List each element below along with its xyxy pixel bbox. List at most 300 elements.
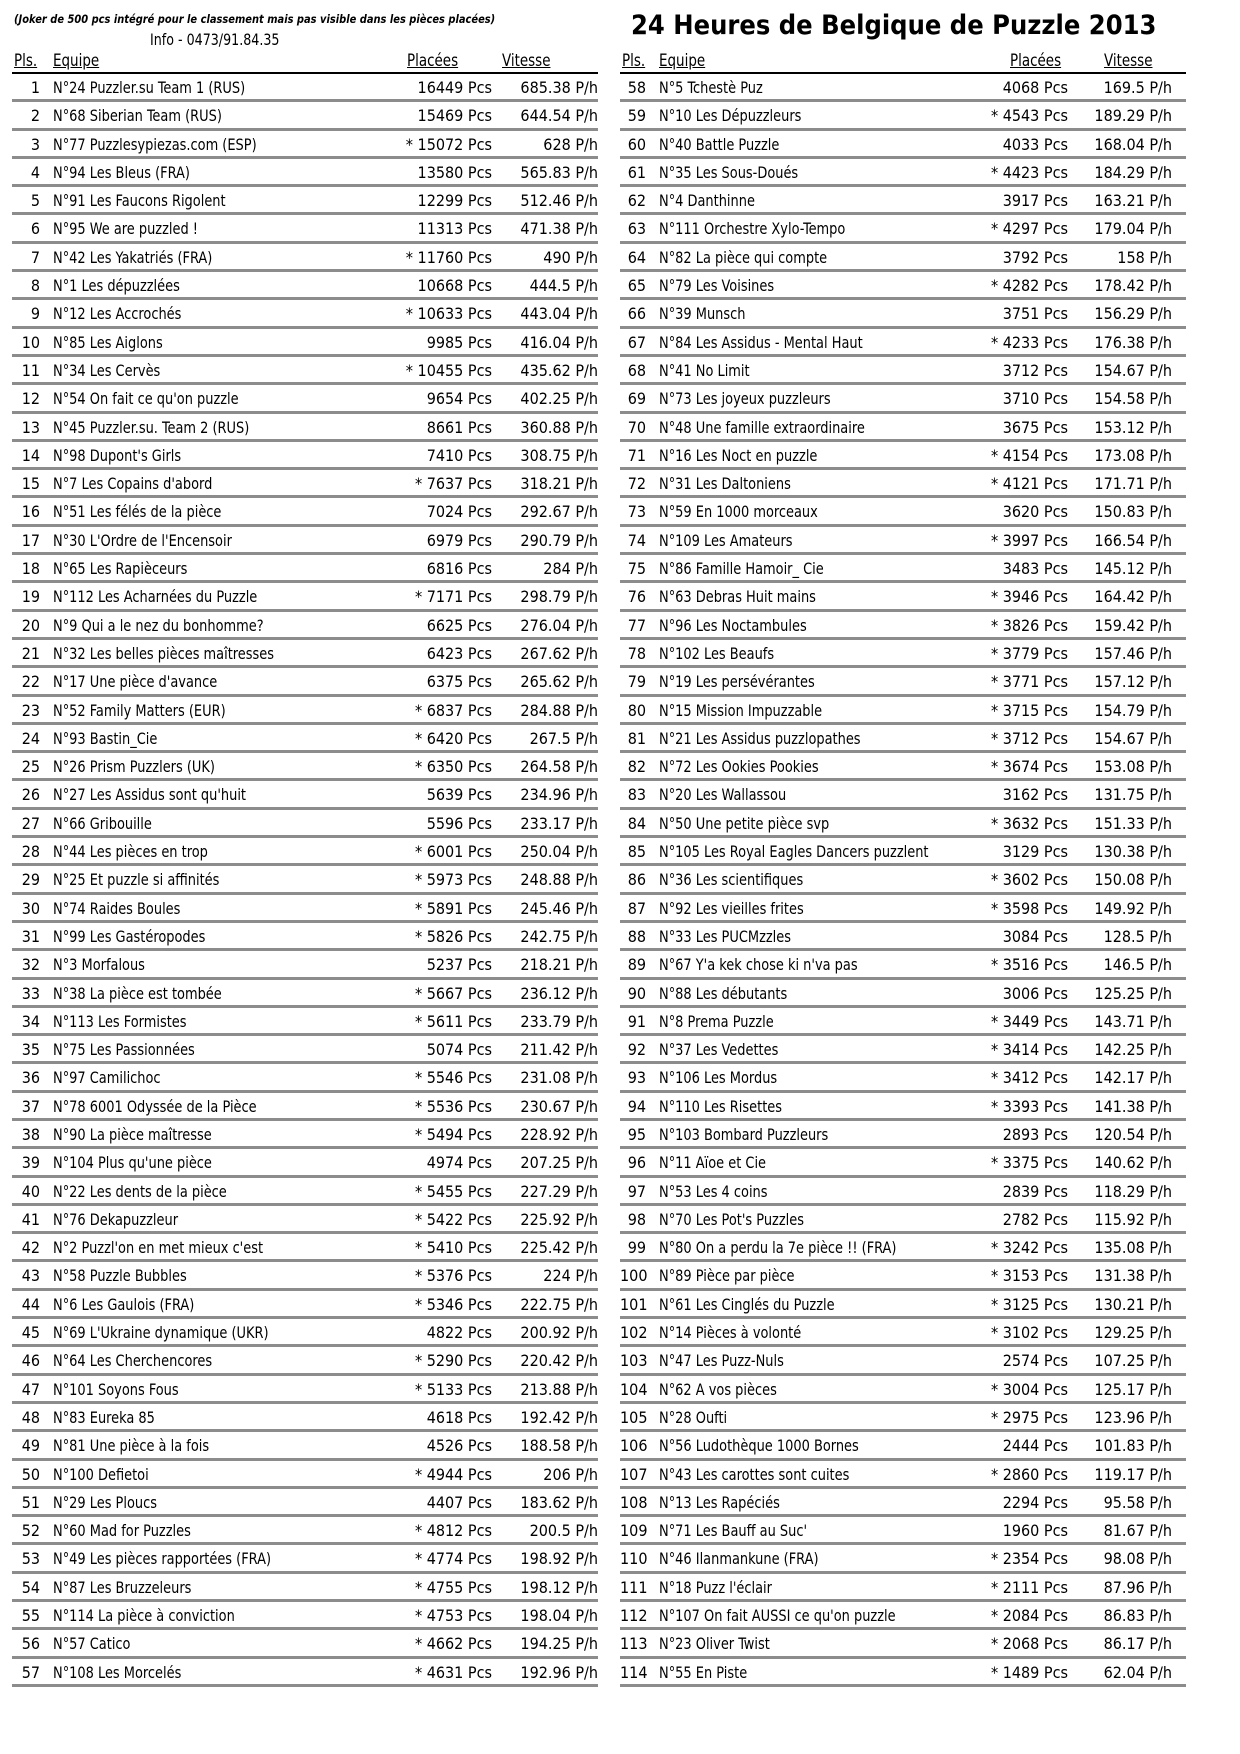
table-row [620, 1517, 1186, 1545]
rank-cell: 35 [21, 1040, 40, 1060]
rank-cell: 94 [627, 1096, 646, 1116]
header-rank: Pls. [622, 51, 646, 71]
team-cell: N°27 Les Assidus sont qu'huit [53, 785, 246, 805]
team-cell: N°70 Les Pot's Puzzles [659, 1209, 804, 1229]
team-cell: N°68 Siberian Team (RUS) [53, 106, 222, 126]
table-row [620, 187, 1186, 215]
team-cell: N°67 Y'a kek chose ki n'va pas [659, 955, 858, 975]
rank-cell: 7 [30, 247, 40, 267]
placed-cell: * 4755 Pcs [414, 1577, 492, 1597]
rank-cell: 23 [21, 700, 40, 720]
rank-cell: 19 [21, 587, 40, 607]
placed-cell: 8661 Pcs [426, 417, 492, 437]
rank-cell: 59 [627, 106, 646, 126]
table-row [620, 1574, 1186, 1602]
placed-cell: 7410 Pcs [426, 445, 492, 465]
speed-cell: 118.29 P/h [1094, 1181, 1172, 1201]
speed-cell: 128.5 P/h [1103, 926, 1172, 946]
speed-cell: 194.25 P/h [520, 1634, 598, 1654]
table-row [12, 1432, 598, 1460]
placed-cell: 6816 Pcs [426, 559, 492, 579]
speed-cell: 565.83 P/h [520, 162, 598, 182]
team-cell: N°16 Les Noct en puzzle [659, 445, 818, 465]
placed-cell: * 3004 Pcs [990, 1379, 1068, 1399]
placed-cell: * 6001 Pcs [414, 842, 492, 862]
placed-cell: 6625 Pcs [426, 615, 492, 635]
table-row [12, 838, 598, 866]
placed-cell: * 5346 Pcs [414, 1294, 492, 1314]
placed-cell: 3710 Pcs [1002, 389, 1068, 409]
placed-cell: * 1489 Pcs [990, 1662, 1068, 1682]
placed-cell: * 3412 Pcs [990, 1068, 1068, 1088]
speed-cell: 184.29 P/h [1094, 162, 1172, 182]
placed-cell: 4407 Pcs [426, 1492, 492, 1512]
team-cell: N°2 Puzzl'on en met mieux c'est [53, 1238, 264, 1258]
table-row [620, 329, 1186, 357]
speed-cell: 416.04 P/h [520, 332, 598, 352]
table-row [12, 640, 598, 668]
rank-cell: 9 [30, 304, 40, 324]
speed-cell: 250.04 P/h [520, 842, 598, 862]
rank-cell: 106 [620, 1436, 648, 1456]
team-cell: N°82 La pièce qui compte [659, 247, 828, 267]
placed-cell: * 10633 Pcs [405, 304, 492, 324]
table-row [12, 1517, 598, 1545]
placed-cell: * 3516 Pcs [990, 955, 1068, 975]
placed-cell: * 4233 Pcs [990, 332, 1068, 352]
ranking-table-left [12, 50, 598, 1687]
speed-cell: 198.04 P/h [520, 1606, 598, 1626]
placed-cell: * 6420 Pcs [414, 728, 492, 748]
header-speed: Vitesse [1104, 51, 1153, 71]
table-row [12, 187, 598, 215]
rank-cell: 58 [627, 78, 646, 97]
table-row [620, 1376, 1186, 1404]
speed-cell: 120.54 P/h [1094, 1124, 1172, 1144]
table-row [620, 215, 1186, 243]
speed-cell: 290.79 P/h [520, 530, 598, 550]
placed-cell: * 6350 Pcs [414, 757, 492, 777]
placed-cell: * 3375 Pcs [990, 1153, 1068, 1173]
rank-cell: 46 [21, 1351, 40, 1371]
team-cell: N°57 Catico [53, 1634, 131, 1654]
speed-cell: 234.96 P/h [520, 785, 598, 805]
table-row [620, 1121, 1186, 1149]
table-row [12, 1178, 598, 1206]
speed-cell: 163.21 P/h [1094, 191, 1172, 211]
table-row [620, 470, 1186, 498]
table-row [620, 102, 1186, 130]
speed-cell: 123.96 P/h [1094, 1407, 1172, 1427]
table-row [12, 1291, 598, 1319]
team-cell: N°40 Battle Puzzle [659, 134, 780, 154]
placed-cell: 3712 Pcs [1002, 360, 1068, 380]
table-row [12, 1574, 598, 1602]
speed-cell: 171.71 P/h [1094, 474, 1172, 494]
ranking-table-right [620, 50, 1200, 1687]
placed-cell: 2782 Pcs [1002, 1209, 1068, 1229]
table-row [12, 1121, 598, 1149]
rank-cell: 92 [627, 1040, 646, 1060]
table-row [620, 1178, 1186, 1206]
team-cell: N°89 Pièce par pièce [659, 1266, 795, 1286]
rank-cell: 95 [627, 1124, 646, 1144]
speed-cell: 154.79 P/h [1094, 700, 1172, 720]
placed-cell: 6423 Pcs [426, 643, 492, 663]
table-row [620, 1064, 1186, 1092]
team-cell: N°106 Les Mordus [659, 1068, 778, 1088]
placed-cell: * 3242 Pcs [990, 1238, 1068, 1258]
placed-cell: * 5494 Pcs [414, 1124, 492, 1144]
rank-cell: 99 [627, 1238, 646, 1258]
team-cell: N°77 Puzzlesypiezas.com (ESP) [53, 134, 257, 154]
table-row [620, 357, 1186, 385]
speed-cell: 225.92 P/h [520, 1209, 598, 1229]
placed-cell: 5237 Pcs [426, 955, 492, 975]
team-cell: N°94 Les Bleus (FRA) [53, 162, 190, 182]
speed-cell: 192.42 P/h [520, 1407, 598, 1427]
rank-cell: 55 [21, 1606, 40, 1626]
rank-cell: 54 [21, 1577, 40, 1597]
team-cell: N°63 Debras Huit mains [659, 587, 816, 607]
team-cell: N°23 Oliver Twist [659, 1634, 770, 1654]
table-row [620, 74, 1186, 102]
placed-cell: 16449 Pcs [417, 78, 492, 97]
speed-cell: 236.12 P/h [520, 983, 598, 1003]
table-header [620, 50, 1186, 74]
rank-cell: 26 [21, 785, 40, 805]
placed-cell: * 4154 Pcs [990, 445, 1068, 465]
team-cell: N°88 Les débutants [659, 983, 788, 1003]
table-row [620, 1545, 1186, 1573]
team-cell: N°28 Oufti [659, 1407, 728, 1427]
speed-cell: 443.04 P/h [520, 304, 598, 324]
rank-cell: 78 [627, 643, 646, 663]
rank-cell: 51 [21, 1492, 40, 1512]
placed-cell: 4618 Pcs [426, 1407, 492, 1427]
placed-cell: * 6837 Pcs [414, 700, 492, 720]
table-row [620, 131, 1186, 159]
table-row [12, 159, 598, 187]
team-cell: N°3 Morfalous [53, 955, 145, 975]
rank-cell: 98 [627, 1209, 646, 1229]
team-cell: N°80 On a perdu la 7e pièce !! (FRA) [659, 1238, 897, 1258]
speed-cell: 125.17 P/h [1094, 1379, 1172, 1399]
speed-cell: 183.62 P/h [520, 1492, 598, 1512]
team-cell: N°14 Pièces à volonté [659, 1323, 802, 1343]
rank-cell: 97 [627, 1181, 646, 1201]
placed-cell: * 3125 Pcs [990, 1294, 1068, 1314]
table-row [12, 498, 598, 526]
table-row [12, 1262, 598, 1290]
rank-cell: 62 [627, 191, 646, 211]
table-row [620, 300, 1186, 328]
rank-cell: 5 [30, 191, 40, 211]
rank-cell: 29 [21, 870, 40, 890]
table-row [620, 1659, 1186, 1687]
table-row [12, 1630, 598, 1658]
speed-cell: 444.5 P/h [529, 276, 598, 296]
table-row [620, 244, 1186, 272]
team-cell: N°59 En 1000 morceaux [659, 502, 818, 522]
table-row [620, 810, 1186, 838]
team-cell: N°11 Aïoe et Cie [659, 1153, 767, 1173]
rank-cell: 48 [21, 1407, 40, 1427]
team-cell: N°107 On fait AUSSI ce qu'on puzzle [659, 1606, 896, 1626]
rank-cell: 110 [620, 1549, 648, 1569]
speed-cell: 153.12 P/h [1094, 417, 1172, 437]
speed-cell: 140.62 P/h [1094, 1153, 1172, 1173]
speed-cell: 267.5 P/h [529, 728, 598, 748]
rank-cell: 77 [627, 615, 646, 635]
speed-cell: 198.12 P/h [520, 1577, 598, 1597]
rank-cell: 104 [620, 1379, 648, 1399]
rank-cell: 39 [21, 1153, 40, 1173]
table-row [620, 385, 1186, 413]
team-cell: N°33 Les PUCMzzles [659, 926, 792, 946]
team-cell: N°20 Les Wallassou [659, 785, 787, 805]
speed-cell: 284 P/h [543, 559, 598, 579]
header-placed: Placées [1010, 51, 1062, 71]
team-cell: N°35 Les Sous-Doués [659, 162, 799, 182]
table-row [12, 612, 598, 640]
table-row [12, 1064, 598, 1092]
speed-cell: 685.38 P/h [520, 78, 598, 97]
speed-cell: 308.75 P/h [520, 445, 598, 465]
speed-cell: 211.42 P/h [520, 1040, 598, 1060]
rank-cell: 44 [21, 1294, 40, 1314]
team-cell: N°12 Les Accrochés [53, 304, 182, 324]
rank-cell: 111 [620, 1577, 648, 1597]
table-row [12, 131, 598, 159]
team-cell: N°9 Qui a le nez du bonhomme? [53, 615, 264, 635]
rank-cell: 47 [21, 1379, 40, 1399]
speed-cell: 230.67 P/h [520, 1096, 598, 1116]
team-cell: N°8 Prema Puzzle [659, 1011, 774, 1031]
speed-cell: 131.38 P/h [1094, 1266, 1172, 1286]
speed-cell: 154.58 P/h [1094, 389, 1172, 409]
placed-cell: * 5455 Pcs [414, 1181, 492, 1201]
rank-cell: 18 [21, 559, 40, 579]
speed-cell: 225.42 P/h [520, 1238, 598, 1258]
table-row [620, 414, 1186, 442]
speed-cell: 173.08 P/h [1094, 445, 1172, 465]
placed-cell: 2444 Pcs [1002, 1436, 1068, 1456]
team-cell: N°46 Ilanmankune (FRA) [659, 1549, 819, 1569]
table-row [12, 1404, 598, 1432]
placed-cell: * 3674 Pcs [990, 757, 1068, 777]
team-cell: N°74 Raides Boules [53, 898, 181, 918]
speed-cell: 224 P/h [543, 1266, 598, 1286]
rank-cell: 12 [21, 389, 40, 409]
placed-cell: 5596 Pcs [426, 813, 492, 833]
placed-cell: * 5891 Pcs [414, 898, 492, 918]
rank-cell: 75 [627, 559, 646, 579]
placed-cell: * 3946 Pcs [990, 587, 1068, 607]
table-row [620, 1404, 1186, 1432]
table-row [620, 781, 1186, 809]
table-body [620, 74, 1200, 1687]
speed-cell: 176.38 P/h [1094, 332, 1172, 352]
team-cell: N°97 Camilichoc [53, 1068, 161, 1088]
table-row [12, 1347, 598, 1375]
rank-cell: 16 [21, 502, 40, 522]
speed-cell: 119.17 P/h [1094, 1464, 1172, 1484]
rank-cell: 2 [30, 106, 40, 126]
speed-cell: 189.29 P/h [1094, 106, 1172, 126]
team-cell: N°85 Les Aiglons [53, 332, 163, 352]
table-row [12, 980, 598, 1008]
speed-cell: 156.29 P/h [1094, 304, 1172, 324]
team-cell: N°36 Les scientifiques [659, 870, 804, 890]
header-rank: Pls. [14, 51, 38, 71]
speed-cell: 628 P/h [543, 134, 598, 154]
team-cell: N°44 Les pièces en trop [53, 842, 208, 862]
placed-cell: * 5410 Pcs [414, 1238, 492, 1258]
team-cell: N°17 Une pièce d'avance [53, 672, 218, 692]
placed-cell: 15469 Pcs [417, 106, 492, 126]
table-row [12, 668, 598, 696]
team-cell: N°73 Les joyeux puzzleurs [659, 389, 831, 409]
placed-cell: * 7171 Pcs [414, 587, 492, 607]
team-cell: N°111 Orchestre Xylo-Tempo [659, 219, 846, 239]
rank-cell: 68 [627, 360, 646, 380]
table-row [620, 583, 1186, 611]
table-row [620, 753, 1186, 781]
speed-cell: 157.46 P/h [1094, 643, 1172, 663]
rank-cell: 25 [21, 757, 40, 777]
rank-cell: 91 [627, 1011, 646, 1031]
speed-cell: 435.62 P/h [520, 360, 598, 380]
rank-cell: 108 [620, 1492, 648, 1512]
team-cell: N°64 Les Cherchencores [53, 1351, 213, 1371]
table-row [620, 923, 1186, 951]
speed-cell: 168.04 P/h [1094, 134, 1172, 154]
table-row [12, 583, 598, 611]
team-cell: N°58 Puzzle Bubbles [53, 1266, 187, 1286]
team-cell: N°72 Les Ookies Pookies [659, 757, 819, 777]
rank-cell: 64 [627, 247, 646, 267]
rank-cell: 22 [21, 672, 40, 692]
rank-cell: 67 [627, 332, 646, 352]
placed-cell: 3162 Pcs [1002, 785, 1068, 805]
speed-cell: 154.67 P/h [1094, 728, 1172, 748]
placed-cell: 1960 Pcs [1002, 1521, 1068, 1541]
placed-cell: * 3102 Pcs [990, 1323, 1068, 1343]
team-cell: N°109 Les Amateurs [659, 530, 793, 550]
team-cell: N°62 A vos pièces [659, 1379, 777, 1399]
placed-cell: * 4753 Pcs [414, 1606, 492, 1626]
table-row [620, 612, 1186, 640]
team-cell: N°32 Les belles pièces maîtresses [53, 643, 274, 663]
team-cell: N°24 Puzzler.su Team 1 (RUS) [53, 78, 246, 97]
placed-cell: * 11760 Pcs [405, 247, 492, 267]
placed-cell: 5074 Pcs [426, 1040, 492, 1060]
team-cell: N°105 Les Royal Eagles Dancers puzzlent [659, 842, 929, 862]
team-cell: N°45 Puzzler.su. Team 2 (RUS) [53, 417, 250, 437]
speed-cell: 233.17 P/h [520, 813, 598, 833]
placed-cell: * 2354 Pcs [990, 1549, 1068, 1569]
table-row [620, 1234, 1186, 1262]
team-cell: N°1 Les dépuzzlées [53, 276, 180, 296]
speed-cell: 200.5 P/h [529, 1521, 598, 1541]
team-cell: N°34 Les Cervès [53, 360, 161, 380]
speed-cell: 292.67 P/h [520, 502, 598, 522]
rank-cell: 8 [30, 276, 40, 296]
rank-cell: 6 [30, 219, 40, 239]
rank-cell: 87 [627, 898, 646, 918]
team-cell: N°50 Une petite pièce svp [659, 813, 830, 833]
speed-cell: 107.25 P/h [1094, 1351, 1172, 1371]
rank-cell: 52 [21, 1521, 40, 1541]
speed-cell: 135.08 P/h [1094, 1238, 1172, 1258]
table-row [12, 781, 598, 809]
rank-cell: 21 [21, 643, 40, 663]
speed-cell: 157.12 P/h [1094, 672, 1172, 692]
rank-cell: 28 [21, 842, 40, 862]
team-cell: N°30 L'Ordre de l'Encensoir [53, 530, 232, 550]
table-row [620, 1319, 1186, 1347]
rank-cell: 114 [620, 1662, 648, 1682]
placed-cell: 3792 Pcs [1002, 247, 1068, 267]
speed-cell: 86.83 P/h [1103, 1606, 1172, 1626]
rank-cell: 43 [21, 1266, 40, 1286]
rank-cell: 30 [21, 898, 40, 918]
speed-cell: 276.04 P/h [520, 615, 598, 635]
table-row [12, 1149, 598, 1177]
team-cell: N°48 Une famille extraordinaire [659, 417, 865, 437]
speed-cell: 125.25 P/h [1094, 983, 1172, 1003]
placed-cell: * 4944 Pcs [414, 1464, 492, 1484]
table-row [12, 300, 598, 328]
speed-cell: 228.92 P/h [520, 1124, 598, 1144]
rank-cell: 90 [627, 983, 646, 1003]
rank-cell: 10 [21, 332, 40, 352]
speed-cell: 200.92 P/h [520, 1323, 598, 1343]
header-speed: Vitesse [502, 51, 551, 71]
team-cell: N°41 No Limit [659, 360, 750, 380]
placed-cell: 4822 Pcs [426, 1323, 492, 1343]
table-row [12, 697, 598, 725]
rank-cell: 32 [21, 955, 40, 975]
speed-cell: 130.38 P/h [1094, 842, 1172, 862]
table-row [12, 555, 598, 583]
rank-cell: 70 [627, 417, 646, 437]
table-row [620, 272, 1186, 300]
placed-cell: * 5611 Pcs [414, 1011, 492, 1031]
speed-cell: 188.58 P/h [520, 1436, 598, 1456]
table-row [620, 1206, 1186, 1234]
team-cell: N°76 Dekapuzzleur [53, 1209, 179, 1229]
rank-cell: 112 [620, 1606, 648, 1626]
table-row [620, 159, 1186, 187]
team-cell: N°5 Tchestè Puz [659, 78, 763, 97]
rank-cell: 81 [627, 728, 646, 748]
team-cell: N°95 We are puzzled ! [53, 219, 198, 239]
rank-cell: 83 [627, 785, 646, 805]
team-cell: N°29 Les Ploucs [53, 1492, 157, 1512]
team-cell: N°114 La pièce à conviction [53, 1606, 235, 1626]
speed-cell: 402.25 P/h [520, 389, 598, 409]
placed-cell: * 4297 Pcs [990, 219, 1068, 239]
team-cell: N°18 Puzz l'éclair [659, 1577, 772, 1597]
rank-cell: 100 [620, 1266, 648, 1286]
team-cell: N°19 Les persévérantes [659, 672, 815, 692]
table-row [12, 102, 598, 130]
table-header [12, 50, 598, 74]
table-row [12, 527, 598, 555]
speed-cell: 86.17 P/h [1103, 1634, 1172, 1654]
